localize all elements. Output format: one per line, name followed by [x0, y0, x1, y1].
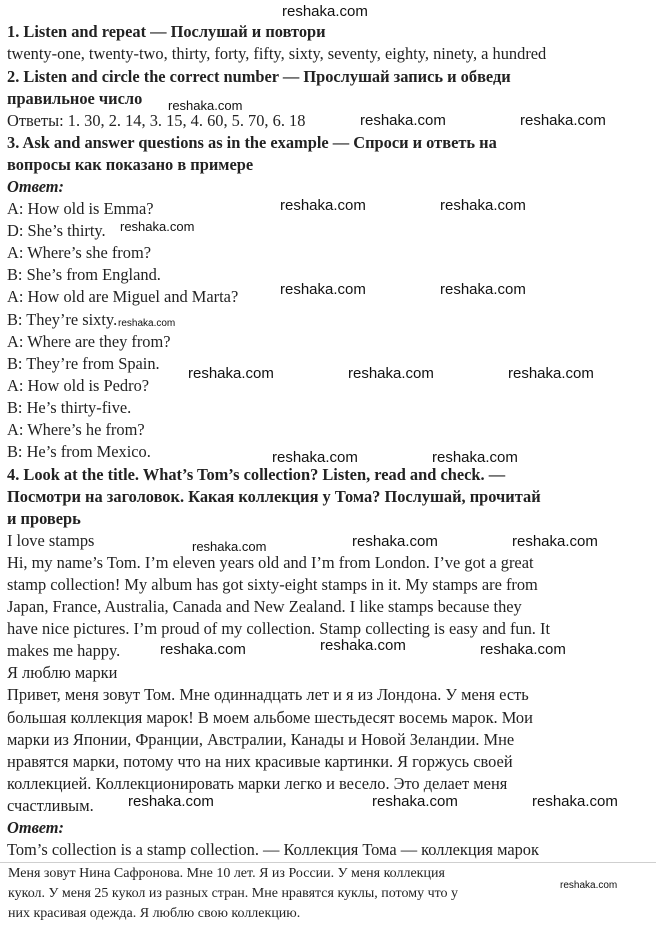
watermark: reshaka.com: [352, 533, 438, 550]
ex3-dialog-line: A: How old is Pedro?: [7, 376, 150, 395]
ex4-title-line-2: Посмотри на заголовок. Какая коллекция у Тома? Послушай, прочитай: [7, 487, 541, 506]
watermark: reshaka.com: [282, 3, 368, 20]
watermark: reshaka.com: [532, 793, 618, 810]
watermark: reshaka.com: [440, 281, 526, 298]
watermark: reshaka.com: [520, 112, 606, 129]
ex4-russian-line: счастливым.: [7, 796, 94, 815]
ex4-english-line: Hi, my name’s Tom. I’m eleven years old and I’m from London. I’ve got a great: [7, 553, 534, 572]
ex4-english-line: makes me happy.: [7, 641, 121, 660]
note-line: них красивая одежда. Я люблю свою коллекцию.: [8, 906, 301, 921]
watermark: reshaka.com: [560, 880, 618, 891]
watermark: reshaka.com: [508, 365, 594, 382]
ex4-russian-line: Привет, меня зовут Том. Мне одиннадцать лет и я из Лондона. У меня есть: [7, 685, 529, 704]
ex4-english-line: have nice pictures. I’m proud of my collection. Stamp collecting is easy and fun. It: [7, 619, 551, 638]
ex3-title-line-2: вопросы как показано в примере: [7, 155, 254, 174]
ex3-dialog-line: A: How old are Miguel and Marta?: [7, 287, 239, 306]
ex4-english-line: stamp collection! My album has got sixty-eight stamps in it. My stamps are from: [7, 575, 538, 594]
watermark: reshaka.com: [360, 112, 446, 129]
watermark: reshaka.com: [160, 641, 246, 658]
ex3-dialog-line: D: She’s thirty.: [7, 221, 106, 240]
ex3-dialog-line: B: She’s from England.: [7, 265, 161, 284]
ex4-english-title: I love stamps: [7, 531, 95, 550]
watermark: reshaka.com: [168, 98, 243, 113]
ex4-russian-line: большая коллекция марок! В моем альбоме шестьдесят восемь марок. Мои: [7, 708, 533, 727]
ex3-dialog-line: A: Where’s she from?: [7, 243, 151, 262]
watermark: reshaka.com: [432, 449, 518, 466]
note-line: кукол. У меня 25 кукол из разных стран. Мне нравятся куклы, потому что у: [8, 886, 459, 901]
ex3-dialog-line: A: Where are they from?: [7, 332, 171, 351]
note-line: Меня зовут Нина Сафронова. Мне 10 лет. Я из России. У меня коллекция: [8, 866, 445, 881]
divider: [0, 862, 656, 863]
watermark: reshaka.com: [372, 793, 458, 810]
ex3-dialog-line: B: They’re from Spain.: [7, 354, 160, 373]
watermark: reshaka.com: [320, 637, 406, 654]
ex4-title-line-1: 4. Look at the title. What’s Tom’s collection? Listen, read and check. —: [7, 465, 506, 484]
ex4-english-line: Japan, France, Australia, Canada and New Zealand. I like stamps because they: [7, 597, 522, 616]
watermark: reshaka.com: [348, 365, 434, 382]
ex3-dialog-line: A: How old is Emma?: [7, 199, 154, 218]
ex2-title-line-2: правильное число: [7, 89, 143, 108]
ex3-dialog-line: B: He’s thirty-five.: [7, 398, 132, 417]
ex3-answer-label: Ответ:: [7, 177, 64, 196]
watermark: reshaka.com: [272, 449, 358, 466]
ex4-russian-line: марки из Японии, Франции, Австралии, Канады и Новой Зеландии. Мне: [7, 730, 515, 749]
ex4-russian-line: нравятся марки, потому что на них красивые картинки. Я горжусь своей: [7, 752, 513, 771]
watermark: reshaka.com: [280, 281, 366, 298]
ex3-title-line-1: 3. Ask and answer questions as in the example — Спроси и ответь на: [7, 133, 497, 152]
watermark: reshaka.com: [480, 641, 566, 658]
ex4-answer: Tom’s collection is a stamp collection. — Коллекция Тома — коллекция марок: [7, 840, 539, 859]
watermark: reshaka.com: [128, 793, 214, 810]
watermark: reshaka.com: [118, 318, 176, 329]
ex4-answer-label: Ответ:: [7, 818, 64, 837]
watermark: reshaka.com: [120, 219, 195, 234]
ex1-title: 1. Listen and repeat — Послушай и повтори: [7, 22, 326, 41]
ex4-title-line-3: и проверь: [7, 509, 81, 528]
ex3-dialog-line: B: He’s from Mexico.: [7, 442, 151, 461]
watermark: reshaka.com: [188, 365, 274, 382]
ex4-russian-line: коллекцией. Коллекционировать марки легко и весело. Это делает меня: [7, 774, 508, 793]
ex2-answers: Ответы: 1. 30, 2. 14, 3. 15, 4. 60, 5. 70, 6. 18: [7, 111, 306, 130]
ex3-dialog-line: B: They’re sixty.: [7, 310, 118, 329]
watermark: reshaka.com: [192, 539, 267, 554]
watermark: reshaka.com: [440, 197, 526, 214]
watermark: reshaka.com: [512, 533, 598, 550]
ex4-russian-title: Я люблю марки: [7, 663, 118, 682]
ex1-text: twenty-one, twenty-two, thirty, forty, fifty, sixty, seventy, eighty, ninety, a hundred: [7, 44, 547, 63]
watermark: reshaka.com: [280, 197, 366, 214]
ex2-title-line-1: 2. Listen and circle the correct number — Прослушай запись и обведи: [7, 67, 511, 86]
ex3-dialog-line: A: Where’s he from?: [7, 420, 145, 439]
